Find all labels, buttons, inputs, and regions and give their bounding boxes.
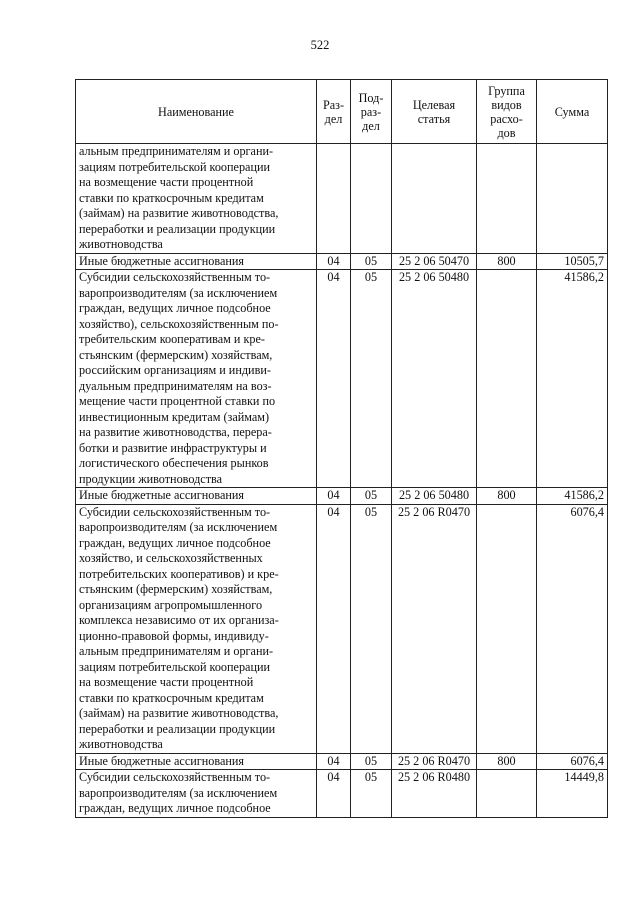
header-razdel: Раз- дел <box>317 80 351 144</box>
table-row <box>76 144 608 254</box>
row-razdel <box>317 144 351 254</box>
row-group <box>477 504 537 753</box>
row-group <box>477 144 537 254</box>
row-group: 800 <box>477 253 537 270</box>
row-target: 25 2 06 R0470 <box>392 753 477 770</box>
table-row <box>76 770 608 818</box>
row-target <box>392 144 477 254</box>
row-name: Иные бюджетные ассигнования <box>76 253 317 270</box>
row-sum: 41586,2 <box>537 488 608 505</box>
row-podrazdel: 05 <box>351 753 392 770</box>
table-header-row <box>76 80 608 144</box>
row-razdel: 04 <box>317 770 351 818</box>
row-name: Субсидии сельскохозяйственным то- варопроизводителям (за исключением граждан, ведущих личное подсобное хозяйство, и сельскохозяйственных потребительских кооперативов) и кре- стьянским (фермерским) хозяйствам, организациям агропромышленного комплекса независимо от их организа- ционно-правовой формы, индивиду- альным предпринимателям и органи- зациям потребительской кооперации на возмещение части процентной ставки по краткосрочным кредитам (займам) на развитие животноводства, переработки и реализации продукции животноводства <box>76 504 317 753</box>
row-podrazdel: 05 <box>351 488 392 505</box>
row-target: 25 2 06 50470 <box>392 253 477 270</box>
row-sum: 6076,4 <box>537 504 608 753</box>
row-sum <box>537 144 608 254</box>
row-sum: 6076,4 <box>537 753 608 770</box>
row-razdel: 04 <box>317 253 351 270</box>
table-row <box>76 753 608 770</box>
row-podrazdel: 05 <box>351 504 392 753</box>
row-target: 25 2 06 R0480 <box>392 770 477 818</box>
row-group <box>477 770 537 818</box>
header-podrazdel: Под- раз- дел <box>351 80 392 144</box>
row-target: 25 2 06 50480 <box>392 270 477 488</box>
row-name: Иные бюджетные ассигнования <box>76 753 317 770</box>
row-razdel: 04 <box>317 270 351 488</box>
row-group: 800 <box>477 753 537 770</box>
table-row <box>76 253 608 270</box>
row-razdel: 04 <box>317 488 351 505</box>
budget-table <box>75 79 608 818</box>
row-sum: 41586,2 <box>537 270 608 488</box>
table-row <box>76 504 608 753</box>
header-sum: Сумма <box>537 80 608 144</box>
row-name: альным предпринимателям и органи- зациям потребительской кооперации на возмещение части процентной ставки по краткосрочным кредитам (займам) на развитие животноводства, переработки и реализации продукции животноводства <box>76 144 317 254</box>
row-podrazdel <box>351 144 392 254</box>
row-target: 25 2 06 R0470 <box>392 504 477 753</box>
row-sum: 14449,8 <box>537 770 608 818</box>
row-razdel: 04 <box>317 753 351 770</box>
row-group: 800 <box>477 488 537 505</box>
row-podrazdel: 05 <box>351 770 392 818</box>
table-row <box>76 270 608 488</box>
header-target: Целевая статья <box>392 80 477 144</box>
page-number: 522 <box>310 38 330 52</box>
row-group <box>477 270 537 488</box>
row-sum: 10505,7 <box>537 253 608 270</box>
row-target: 25 2 06 50480 <box>392 488 477 505</box>
header-group: Группа видов расхо- дов <box>477 80 537 144</box>
row-name: Иные бюджетные ассигнования <box>76 488 317 505</box>
row-podrazdel: 05 <box>351 253 392 270</box>
row-name: Субсидии сельскохозяйственным то- варопроизводителям (за исключением граждан, ведущих личное подсобное хозяйство), сельскохозяйственным по- требительским кооперативам и кре- стьянским (фермерским) хозяйствам, российским организациям и индиви- дуальным предпринимателям на воз- мещение части процентной ставки по инвестиционным кредитам (займам) на развитие животноводства, перера- ботки и развитие инфраструктуры и логистического обеспечения рынков продукции животноводства <box>76 270 317 488</box>
row-name: Субсидии сельскохозяйственным то- варопроизводителям (за исключением граждан, ведущих личное подсобное <box>76 770 317 818</box>
header-name: Наименование <box>76 80 317 144</box>
table-row <box>76 488 608 505</box>
row-razdel: 04 <box>317 504 351 753</box>
row-podrazdel: 05 <box>351 270 392 488</box>
